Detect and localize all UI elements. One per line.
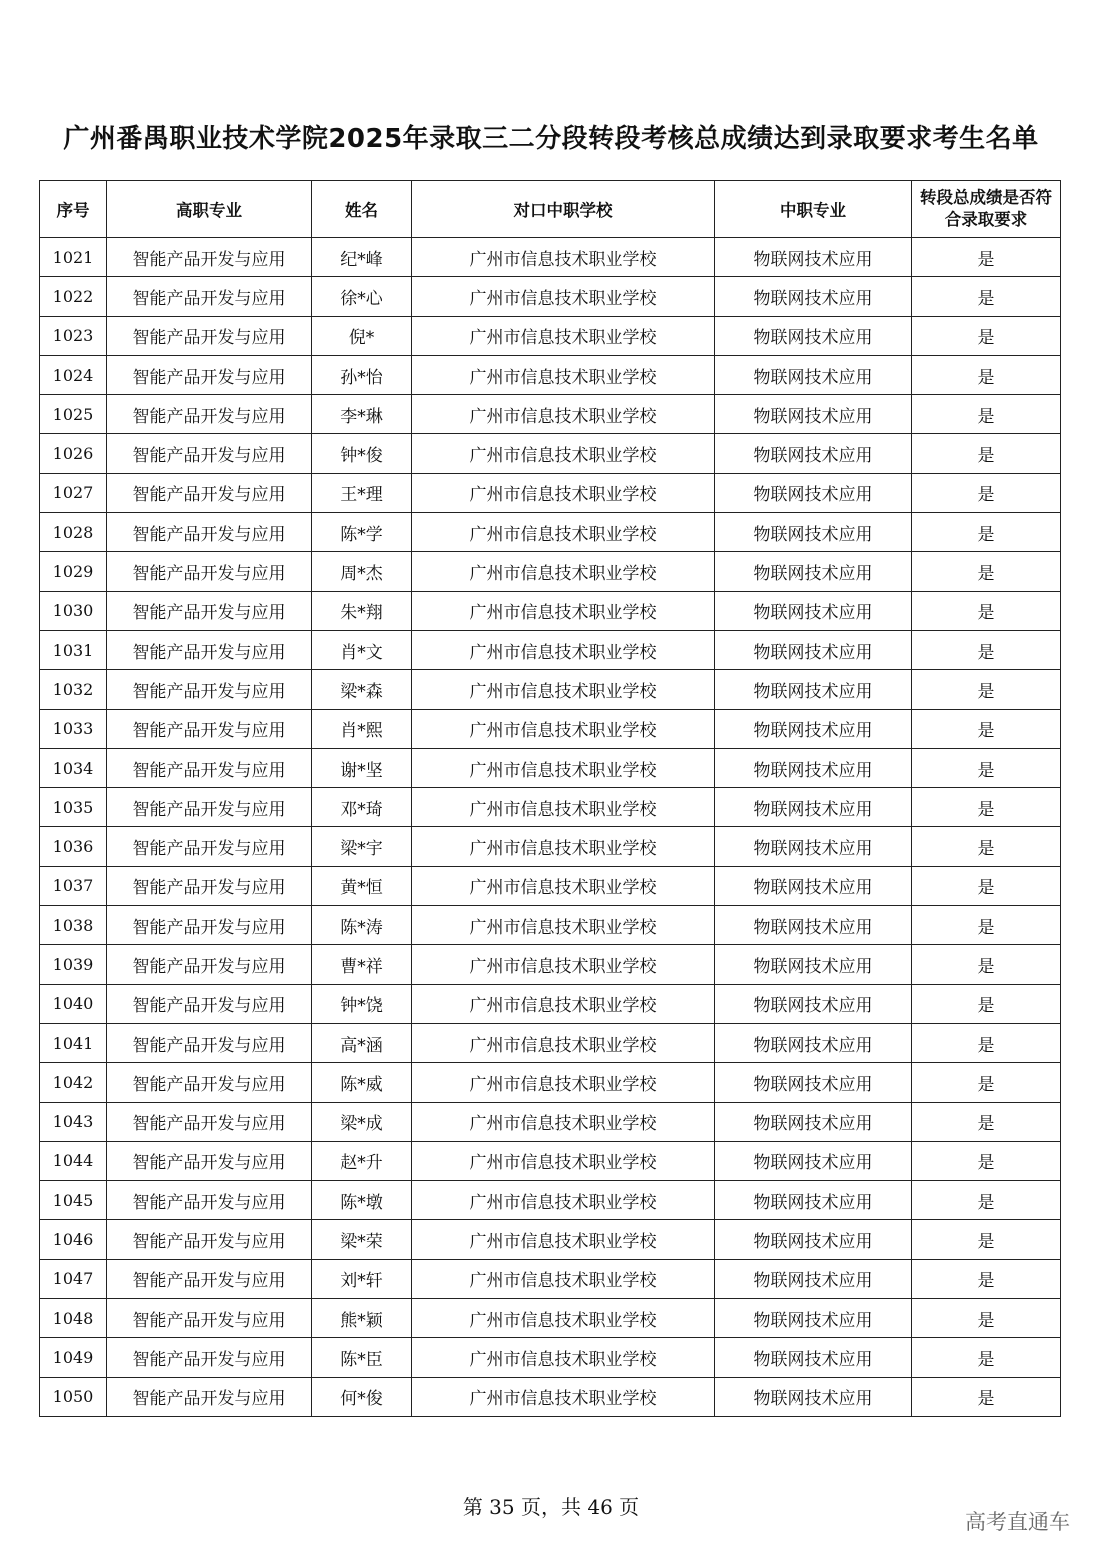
cell-secondary-major: 物联网技术应用 [715, 473, 912, 512]
cell-college-major: 智能产品开发与应用 [107, 1220, 312, 1259]
cell-index: 1045 [40, 1181, 107, 1220]
cell-secondary-major: 物联网技术应用 [715, 1102, 912, 1141]
cell-name: 肖*熙 [312, 709, 412, 748]
cell-secondary-school: 广州市信息技术职业学校 [412, 355, 715, 394]
cell-index: 1022 [40, 277, 107, 316]
cell-secondary-major: 物联网技术应用 [715, 1259, 912, 1298]
cell-secondary-school: 广州市信息技术职业学校 [412, 984, 715, 1023]
cell-secondary-school: 广州市信息技术职业学校 [412, 748, 715, 787]
cell-name: 周*杰 [312, 552, 412, 591]
table-row [40, 788, 1061, 827]
cell-name: 陈*学 [312, 513, 412, 552]
cell-name: 陈*威 [312, 1063, 412, 1102]
cell-secondary-major: 物联网技术应用 [715, 866, 912, 905]
cell-index: 1034 [40, 748, 107, 787]
table-body [40, 238, 1061, 1417]
cell-secondary-major: 物联网技术应用 [715, 630, 912, 669]
cell-college-major: 智能产品开发与应用 [107, 513, 312, 552]
document-title: 广州番禺职业技术学院2025年录取三二分段转段考核总成绩达到录取要求考生名单 [63, 124, 1039, 154]
cell-name: 钟*俊 [312, 434, 412, 473]
cell-index: 1041 [40, 1023, 107, 1062]
cell-qualified: 是 [912, 866, 1061, 905]
table-row [40, 1063, 1061, 1102]
cell-college-major: 智能产品开发与应用 [107, 355, 312, 394]
table-row [40, 513, 1061, 552]
table-header-row [40, 181, 1061, 238]
cell-college-major: 智能产品开发与应用 [107, 984, 312, 1023]
table-row [40, 277, 1061, 316]
cell-name: 梁*森 [312, 670, 412, 709]
cell-secondary-major: 物联网技术应用 [715, 945, 912, 984]
cell-college-major: 智能产品开发与应用 [107, 1181, 312, 1220]
table-row [40, 473, 1061, 512]
table-row [40, 827, 1061, 866]
cell-name: 朱*翔 [312, 591, 412, 630]
cell-college-major: 智能产品开发与应用 [107, 748, 312, 787]
cell-index: 1049 [40, 1338, 107, 1377]
cell-index: 1031 [40, 630, 107, 669]
table-row [40, 709, 1061, 748]
cell-college-major: 智能产品开发与应用 [107, 1377, 312, 1416]
cell-secondary-school: 广州市信息技术职业学校 [412, 238, 715, 277]
table-row [40, 1220, 1061, 1259]
cell-college-major: 智能产品开发与应用 [107, 552, 312, 591]
table-row [40, 1102, 1061, 1141]
cell-secondary-major: 物联网技术应用 [715, 238, 912, 277]
table-row [40, 866, 1061, 905]
cell-secondary-school: 广州市信息技术职业学校 [412, 434, 715, 473]
cell-name: 李*琳 [312, 395, 412, 434]
table-row [40, 316, 1061, 355]
cell-secondary-school: 广州市信息技术职业学校 [412, 1259, 715, 1298]
page-number: 第 35 页，共 46 页 [462, 1495, 640, 1519]
cell-index: 1023 [40, 316, 107, 355]
cell-secondary-major: 物联网技术应用 [715, 748, 912, 787]
cell-college-major: 智能产品开发与应用 [107, 945, 312, 984]
cell-college-major: 智能产品开发与应用 [107, 1063, 312, 1102]
cell-index: 1038 [40, 906, 107, 945]
header-name: 姓名 [312, 181, 412, 238]
cell-secondary-major: 物联网技术应用 [715, 355, 912, 394]
table-row [40, 355, 1061, 394]
cell-qualified: 是 [912, 1023, 1061, 1062]
cell-college-major: 智能产品开发与应用 [107, 395, 312, 434]
cell-secondary-school: 广州市信息技术职业学校 [412, 788, 715, 827]
cell-secondary-school: 广州市信息技术职业学校 [412, 1023, 715, 1062]
cell-qualified: 是 [912, 1220, 1061, 1259]
cell-college-major: 智能产品开发与应用 [107, 709, 312, 748]
cell-secondary-school: 广州市信息技术职业学校 [412, 277, 715, 316]
cell-secondary-school: 广州市信息技术职业学校 [412, 1102, 715, 1141]
table-row [40, 395, 1061, 434]
cell-college-major: 智能产品开发与应用 [107, 1102, 312, 1141]
cell-qualified: 是 [912, 827, 1061, 866]
cell-index: 1030 [40, 591, 107, 630]
cell-qualified: 是 [912, 277, 1061, 316]
cell-college-major: 智能产品开发与应用 [107, 866, 312, 905]
cell-secondary-school: 广州市信息技术职业学校 [412, 591, 715, 630]
table-row [40, 670, 1061, 709]
cell-index: 1029 [40, 552, 107, 591]
cell-college-major: 智能产品开发与应用 [107, 827, 312, 866]
table-row [40, 630, 1061, 669]
table-row [40, 748, 1061, 787]
cell-name: 陈*涛 [312, 906, 412, 945]
cell-qualified: 是 [912, 434, 1061, 473]
cell-qualified: 是 [912, 1377, 1061, 1416]
cell-secondary-school: 广州市信息技术职业学校 [412, 866, 715, 905]
cell-index: 1025 [40, 395, 107, 434]
cell-index: 1021 [40, 238, 107, 277]
cell-qualified: 是 [912, 513, 1061, 552]
cell-college-major: 智能产品开发与应用 [107, 1299, 312, 1338]
cell-name: 钟*饶 [312, 984, 412, 1023]
table-row [40, 906, 1061, 945]
cell-secondary-major: 物联网技术应用 [715, 277, 912, 316]
cell-name: 纪*峰 [312, 238, 412, 277]
cell-secondary-school: 广州市信息技术职业学校 [412, 630, 715, 669]
cell-secondary-school: 广州市信息技术职业学校 [412, 670, 715, 709]
table-row [40, 1259, 1061, 1298]
cell-qualified: 是 [912, 238, 1061, 277]
cell-name: 陈*臣 [312, 1338, 412, 1377]
cell-college-major: 智能产品开发与应用 [107, 277, 312, 316]
cell-name: 何*俊 [312, 1377, 412, 1416]
cell-secondary-major: 物联网技术应用 [715, 1220, 912, 1259]
cell-index: 1032 [40, 670, 107, 709]
cell-name: 黄*恒 [312, 866, 412, 905]
cell-secondary-school: 广州市信息技术职业学校 [412, 1141, 715, 1180]
cell-qualified: 是 [912, 984, 1061, 1023]
cell-college-major: 智能产品开发与应用 [107, 1023, 312, 1062]
cell-secondary-school: 广州市信息技术职业学校 [412, 1299, 715, 1338]
cell-secondary-major: 物联网技术应用 [715, 513, 912, 552]
cell-college-major: 智能产品开发与应用 [107, 238, 312, 277]
cell-secondary-school: 广州市信息技术职业学校 [412, 395, 715, 434]
header-qualified: 转段总成绩是否符合录取要求 [912, 181, 1061, 238]
cell-secondary-school: 广州市信息技术职业学校 [412, 1181, 715, 1220]
cell-qualified: 是 [912, 788, 1061, 827]
cell-qualified: 是 [912, 1063, 1061, 1102]
cell-secondary-school: 广州市信息技术职业学校 [412, 473, 715, 512]
cell-secondary-school: 广州市信息技术职业学校 [412, 1377, 715, 1416]
cell-secondary-school: 广州市信息技术职业学校 [412, 945, 715, 984]
cell-college-major: 智能产品开发与应用 [107, 1141, 312, 1180]
cell-college-major: 智能产品开发与应用 [107, 788, 312, 827]
table-row [40, 1023, 1061, 1062]
cell-index: 1027 [40, 473, 107, 512]
admission-table [39, 180, 1061, 1417]
cell-index: 1046 [40, 1220, 107, 1259]
cell-index: 1039 [40, 945, 107, 984]
cell-secondary-major: 物联网技术应用 [715, 552, 912, 591]
cell-qualified: 是 [912, 670, 1061, 709]
header-secondary-major: 中职专业 [715, 181, 912, 238]
table-row [40, 434, 1061, 473]
table-row [40, 1377, 1061, 1416]
cell-secondary-major: 物联网技术应用 [715, 670, 912, 709]
table-row [40, 1141, 1061, 1180]
cell-secondary-school: 广州市信息技术职业学校 [412, 709, 715, 748]
cell-index: 1024 [40, 355, 107, 394]
cell-secondary-major: 物联网技术应用 [715, 316, 912, 355]
table-row [40, 1299, 1061, 1338]
cell-qualified: 是 [912, 316, 1061, 355]
cell-index: 1028 [40, 513, 107, 552]
cell-index: 1037 [40, 866, 107, 905]
cell-secondary-major: 物联网技术应用 [715, 906, 912, 945]
cell-qualified: 是 [912, 709, 1061, 748]
cell-qualified: 是 [912, 906, 1061, 945]
cell-qualified: 是 [912, 1141, 1061, 1180]
cell-secondary-school: 广州市信息技术职业学校 [412, 906, 715, 945]
cell-college-major: 智能产品开发与应用 [107, 434, 312, 473]
cell-index: 1040 [40, 984, 107, 1023]
cell-qualified: 是 [912, 395, 1061, 434]
table-row [40, 945, 1061, 984]
cell-index: 1042 [40, 1063, 107, 1102]
table-row [40, 591, 1061, 630]
cell-college-major: 智能产品开发与应用 [107, 316, 312, 355]
cell-name: 谢*坚 [312, 748, 412, 787]
cell-name: 赵*升 [312, 1141, 412, 1180]
cell-college-major: 智能产品开发与应用 [107, 1259, 312, 1298]
cell-secondary-major: 物联网技术应用 [715, 788, 912, 827]
cell-college-major: 智能产品开发与应用 [107, 630, 312, 669]
cell-secondary-school: 广州市信息技术职业学校 [412, 513, 715, 552]
cell-name: 梁*宇 [312, 827, 412, 866]
cell-secondary-school: 广州市信息技术职业学校 [412, 552, 715, 591]
cell-name: 曹*祥 [312, 945, 412, 984]
header-secondary-school: 对口中职学校 [412, 181, 715, 238]
header-college-major: 高职专业 [107, 181, 312, 238]
cell-name: 徐*心 [312, 277, 412, 316]
watermark: 高考直通车 [965, 1510, 1070, 1534]
cell-index: 1036 [40, 827, 107, 866]
cell-index: 1026 [40, 434, 107, 473]
cell-name: 倪* [312, 316, 412, 355]
table-row [40, 552, 1061, 591]
cell-secondary-major: 物联网技术应用 [715, 1063, 912, 1102]
cell-index: 1044 [40, 1141, 107, 1180]
cell-name: 陈*墩 [312, 1181, 412, 1220]
header-index: 序号 [40, 181, 107, 238]
cell-qualified: 是 [912, 591, 1061, 630]
table-row [40, 238, 1061, 277]
cell-secondary-major: 物联网技术应用 [715, 1141, 912, 1180]
table-row [40, 1181, 1061, 1220]
cell-name: 熊*颖 [312, 1299, 412, 1338]
cell-qualified: 是 [912, 630, 1061, 669]
cell-secondary-major: 物联网技术应用 [715, 434, 912, 473]
cell-college-major: 智能产品开发与应用 [107, 473, 312, 512]
cell-qualified: 是 [912, 1181, 1061, 1220]
cell-name: 梁*荣 [312, 1220, 412, 1259]
cell-secondary-major: 物联网技术应用 [715, 984, 912, 1023]
cell-name: 梁*成 [312, 1102, 412, 1141]
cell-index: 1035 [40, 788, 107, 827]
cell-name: 王*理 [312, 473, 412, 512]
cell-secondary-major: 物联网技术应用 [715, 1181, 912, 1220]
cell-secondary-major: 物联网技术应用 [715, 1338, 912, 1377]
cell-secondary-major: 物联网技术应用 [715, 827, 912, 866]
cell-secondary-school: 广州市信息技术职业学校 [412, 316, 715, 355]
cell-index: 1050 [40, 1377, 107, 1416]
cell-college-major: 智能产品开发与应用 [107, 591, 312, 630]
cell-qualified: 是 [912, 552, 1061, 591]
cell-secondary-major: 物联网技术应用 [715, 395, 912, 434]
cell-qualified: 是 [912, 1299, 1061, 1338]
cell-qualified: 是 [912, 945, 1061, 984]
cell-secondary-major: 物联网技术应用 [715, 709, 912, 748]
cell-name: 邓*琦 [312, 788, 412, 827]
cell-name: 孙*怡 [312, 355, 412, 394]
cell-secondary-school: 广州市信息技术职业学校 [412, 827, 715, 866]
cell-secondary-school: 广州市信息技术职业学校 [412, 1220, 715, 1259]
cell-college-major: 智能产品开发与应用 [107, 906, 312, 945]
cell-index: 1048 [40, 1299, 107, 1338]
cell-qualified: 是 [912, 355, 1061, 394]
cell-name: 刘*轩 [312, 1259, 412, 1298]
cell-qualified: 是 [912, 1338, 1061, 1377]
cell-secondary-major: 物联网技术应用 [715, 1299, 912, 1338]
cell-secondary-school: 广州市信息技术职业学校 [412, 1063, 715, 1102]
table-row [40, 984, 1061, 1023]
table-row [40, 1338, 1061, 1377]
cell-name: 肖*文 [312, 630, 412, 669]
cell-college-major: 智能产品开发与应用 [107, 1338, 312, 1377]
cell-qualified: 是 [912, 473, 1061, 512]
cell-secondary-major: 物联网技术应用 [715, 591, 912, 630]
cell-index: 1047 [40, 1259, 107, 1298]
cell-index: 1033 [40, 709, 107, 748]
cell-qualified: 是 [912, 1259, 1061, 1298]
cell-name: 高*涵 [312, 1023, 412, 1062]
cell-qualified: 是 [912, 1102, 1061, 1141]
cell-index: 1043 [40, 1102, 107, 1141]
cell-qualified: 是 [912, 748, 1061, 787]
cell-college-major: 智能产品开发与应用 [107, 670, 312, 709]
cell-secondary-major: 物联网技术应用 [715, 1023, 912, 1062]
cell-secondary-major: 物联网技术应用 [715, 1377, 912, 1416]
cell-secondary-school: 广州市信息技术职业学校 [412, 1338, 715, 1377]
